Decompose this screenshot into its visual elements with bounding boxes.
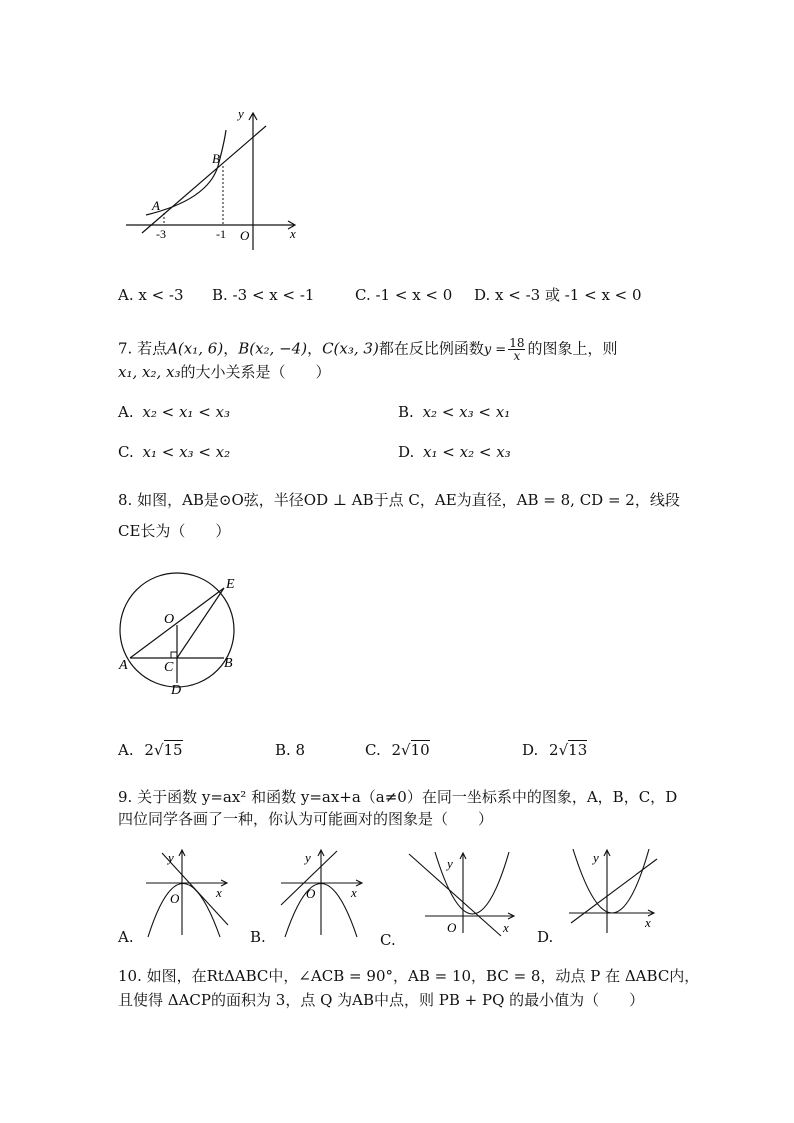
q7-suffix: 的图象上，则 <box>527 339 618 358</box>
q8-option-a-label: A. <box>118 741 134 759</box>
axis-x-label: x <box>503 920 509 935</box>
q9-graph-b[interactable] <box>275 845 370 940</box>
label-c: C <box>164 660 174 675</box>
q7-func-y: y = <box>483 342 507 358</box>
q6-figure <box>118 100 318 260</box>
q7-sep1: ， <box>223 339 239 358</box>
q8-option-a-radicand: 15 <box>163 741 183 759</box>
q10-stem-line2: 且使得 ΔACP的面积为 3，点 Q 为AB中点，则 PB + PQ 的最小值为（ ） <box>118 991 645 1009</box>
q9-stem-line2: 四位同学各画了一种，你认为可能画对的图象是（ ） <box>118 810 494 828</box>
q8-option-c[interactable] <box>365 740 430 760</box>
q8-figure <box>112 570 252 700</box>
origin-label: O <box>306 886 316 901</box>
q6-option-d[interactable]: D. x < -3 或 -1 < x < 0 <box>474 286 642 304</box>
q7-option-a-text: x₂ < x₁ < x₃ <box>142 403 231 421</box>
q9-stem-line1: 9. 关于函数 y=ax² 和函数 y=ax+a（a≠0）在同一坐标系中的图象，A，B，C，D <box>118 788 678 806</box>
q7-option-d[interactable] <box>398 442 511 462</box>
q7-option-c-text: x₁ < x₃ < x₂ <box>142 443 231 461</box>
q7-stem-line1 <box>118 337 618 362</box>
q9-option-c-label[interactable]: C. <box>380 931 396 949</box>
q7-vars: x₁, x₂, x₃ <box>118 363 181 381</box>
q7-fraction <box>508 337 525 362</box>
q7-option-c[interactable] <box>118 442 230 462</box>
q7-option-c-label: C. <box>118 443 134 461</box>
q7-stem-line2 <box>118 362 331 382</box>
axis-y-label: y <box>447 856 453 871</box>
segment-ce <box>177 588 224 658</box>
sqrt-icon: √ <box>401 741 411 759</box>
label-o: O <box>164 612 175 627</box>
sqrt-icon: √ <box>558 741 569 759</box>
axis-x-label: x <box>216 885 222 900</box>
q8-option-d[interactable] <box>522 740 587 760</box>
right-angle-mark-icon <box>171 652 177 658</box>
axis-y-label: y <box>168 850 174 865</box>
q7-point-a: A(x₁, 6) <box>167 339 224 358</box>
q7-option-b[interactable] <box>398 402 510 422</box>
q7-mid: 都在反比例函数 <box>378 339 484 358</box>
q8-option-d-radicand: 13 <box>568 741 588 759</box>
tick-minus-1: -1 <box>216 227 226 241</box>
q8-option-b[interactable]: B. 8 <box>275 741 306 759</box>
q8-option-c-coef: 2 <box>391 741 402 759</box>
q9-graph-c[interactable] <box>405 848 520 938</box>
q7-func-den: x <box>513 349 521 363</box>
q7-func-num: 18 <box>509 336 525 350</box>
q9-graph-a[interactable] <box>140 845 235 940</box>
label-a: A <box>119 658 128 673</box>
q8-option-c-radicand: 10 <box>410 741 430 759</box>
q7-option-b-label: B. <box>398 403 414 421</box>
q8-stem-line2: CE长为（ ） <box>118 522 231 540</box>
q8-option-c-label: C. <box>365 741 381 759</box>
q7-sep2: ， <box>307 339 323 358</box>
q9-option-b-label[interactable]: B. <box>250 928 266 946</box>
q7-option-d-text: x₁ < x₂ < x₃ <box>423 443 511 461</box>
label-x: x <box>290 226 296 241</box>
q7-option-b-text: x₂ < x₃ < x₁ <box>422 403 511 421</box>
tick-minus-3: -3 <box>156 227 166 241</box>
label-point-a: A <box>152 198 160 213</box>
q6-option-b[interactable]: B. -3 < x < -1 <box>212 286 315 304</box>
q7-point-b: B(x₂, −4) <box>238 339 308 358</box>
q7-prefix: 7. 若点 <box>118 339 168 358</box>
q8-stem-line1: 8. 如图，AB是⊙O弦，半径OD ⊥ AB于点 C，AE为直径，AB = 8, CD = 2，线段 <box>118 491 680 509</box>
label-point-b: B <box>212 151 220 166</box>
q6-option-a[interactable]: A. x < -3 <box>118 286 184 304</box>
q9-option-d-label[interactable]: D. <box>537 928 554 946</box>
label-b: B <box>224 656 233 671</box>
sqrt-icon: √ <box>153 741 164 759</box>
label-y: y <box>238 106 244 121</box>
line-graph <box>142 126 266 233</box>
q7-option-a-label: A. <box>118 403 134 421</box>
q7-point-c: C(x₃, 3) <box>322 339 379 358</box>
q8-option-a-coef: 2 <box>144 741 154 759</box>
label-origin: O <box>240 228 250 243</box>
parabola <box>573 849 649 913</box>
q9-graph-d[interactable] <box>565 845 660 935</box>
origin-label: O <box>447 920 457 935</box>
q9-option-a-label[interactable]: A. <box>118 928 134 946</box>
axis-x-label: x <box>351 885 357 900</box>
origin-label: O <box>170 891 180 906</box>
q6-option-c[interactable]: C. -1 < x < 0 <box>355 286 453 304</box>
q8-option-a[interactable] <box>118 740 183 760</box>
q8-option-d-coef: 2 <box>549 741 559 759</box>
label-e: E <box>226 577 235 592</box>
q7-option-a[interactable] <box>118 402 230 422</box>
label-d: D <box>171 683 182 698</box>
axis-y-label: y <box>593 850 599 865</box>
q7-question: 的大小关系是（ ） <box>180 363 331 381</box>
axis-x-label: x <box>645 915 651 930</box>
parabola <box>148 884 220 938</box>
q10-stem-line1: 10. 如图，在RtΔABC中，∠ACB = 90°，AB = 10，BC = 8，动点 P 在 ΔABC内， <box>118 967 700 985</box>
axis-y-label: y <box>305 850 311 865</box>
q8-option-d-label: D. <box>522 741 539 759</box>
q7-option-d-label: D. <box>398 443 415 461</box>
